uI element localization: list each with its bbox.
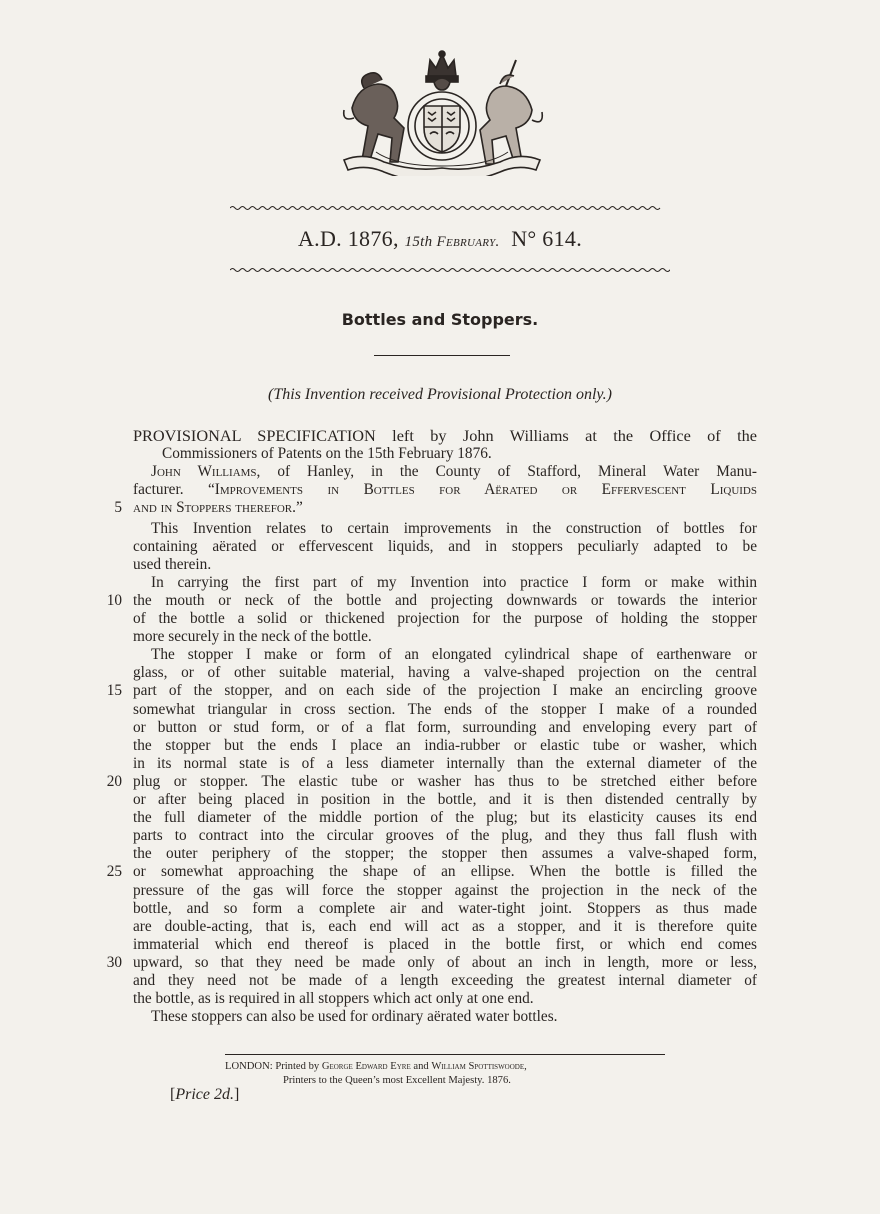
line-number: 5 — [114, 499, 122, 517]
spec-line: and in Stoppers therefor.” — [133, 499, 303, 517]
spec-line: This Invention relates to certain improvements in the construction of bottles for — [151, 519, 757, 537]
spec-line: PROVISIONAL SPECIFICATION left by John Williams at the Office of the — [133, 426, 757, 445]
spec-line: the mouth or neck of the bottle and projecting downwards or towards the interior — [133, 591, 757, 609]
spec-line: the outer periphery of the stopper; the stopper then assumes a valve-shaped form, — [133, 845, 757, 863]
spec-line: or after being placed in position in the bottle, and it is then distended centrally by — [133, 791, 757, 808]
spec-line: bottle, and so form a complete air and water-tight joint. Stoppers as thus made — [133, 899, 757, 917]
spec-line: These stoppers can also be used for ordinary aërated water bottles. — [151, 1008, 558, 1026]
line-number: 25 — [106, 863, 122, 881]
spec-line: are double-acting, that is, each end will act as a stopper, and it is therefore quite — [133, 917, 757, 935]
spec-line: Commissioners of Patents on the 15th February 1876. — [162, 445, 492, 463]
protection-note: (This Invention received Provisional Protection only.) — [268, 386, 612, 403]
spec-line: in its normal state is of a less diameter internally than the external diameter of the — [133, 754, 757, 772]
spec-line: and they need not be made of a length exceeding the greatest internal diameter of — [133, 972, 757, 989]
spec-line: facturer. “Improvements in Bottles for Aërated or Effervescent Liquids — [133, 481, 757, 499]
spec-line: or button or stud form, or of a flat form, surrounding and enveloping every part of — [133, 718, 757, 736]
spec-line: the stopper but the ends I place an india-rubber or elastic tube or washer, which — [133, 736, 757, 754]
spec-line: the bottle, as is required in all stoppers which act only at one end. — [133, 990, 534, 1008]
imprint-line-1: LONDON: Printed by George Edward Eyre and William Spottiswoode, — [225, 1061, 527, 1072]
title-rule — [374, 355, 510, 356]
spec-line: plug or stopper. The elastic tube or washer has thus to be stretched either before — [133, 772, 757, 790]
patent-title: Bottles and Stoppers. — [341, 310, 539, 329]
royal-coat-of-arms — [340, 48, 545, 176]
top-ornamental-rule — [230, 204, 670, 212]
spec-line: or somewhat approaching the shape of an ellipse. When the bottle is filled the — [133, 863, 757, 881]
price-label: [Price 2d.] — [170, 1086, 240, 1103]
patent-date: 15th February. — [404, 234, 500, 250]
line-number: 20 — [106, 772, 122, 790]
imprint-line-2: Printers to the Queen’s most Excellent Majesty. 1876. — [283, 1075, 511, 1086]
spec-line: used therein. — [133, 555, 212, 573]
line-number: 10 — [106, 591, 122, 609]
patent-number: N° 614. — [511, 226, 582, 251]
patent-year: A.D. 1876, — [297, 226, 399, 251]
spec-line: the full diameter of the middle portion of the plug; but its elasticity causes its end — [133, 809, 757, 827]
bottom-ornamental-rule — [230, 266, 670, 274]
spec-line: of the bottle a solid or thickened projection for the purpose of holding the stopper — [133, 610, 757, 627]
spec-line: somewhat triangular in cross section. The ends of the stopper I make of a rounded — [133, 700, 757, 718]
spec-line: glass, or of other suitable material, having a valve-shaped projection on the central — [133, 664, 757, 682]
spec-line: part of the stopper, and on each side of the projection I make an encircling groove — [133, 682, 757, 700]
spec-line: containing aërated or effervescent liquids, and in stoppers peculiarly adapted to be — [133, 537, 757, 555]
spec-line: more securely in the neck of the bottle. — [133, 628, 372, 646]
spec-line: upward, so that they need be made only of about an inch in length, more or less, — [133, 953, 757, 971]
spec-line: John Williams, of Hanley, in the County of Stafford, Mineral Water Manu- — [151, 463, 757, 481]
spec-line: The stopper I make or form of an elongated cylindrical shape of earthenware or — [151, 646, 757, 664]
printer-imprint — [225, 1054, 665, 1086]
spec-line: immaterial which end thereof is placed in the bottle first, or which end comes — [133, 935, 757, 953]
line-number: 15 — [106, 682, 122, 700]
spec-line: In carrying the first part of my Invention into practice I form or make within — [151, 573, 757, 591]
spec-line: parts to contract into the circular grooves of the plug, and they thus fall flush with — [133, 827, 757, 845]
line-number: 30 — [106, 953, 122, 971]
patent-header — [0, 226, 880, 252]
spec-line: pressure of the gas will force the stopper against the projection in the neck of the — [133, 881, 757, 899]
